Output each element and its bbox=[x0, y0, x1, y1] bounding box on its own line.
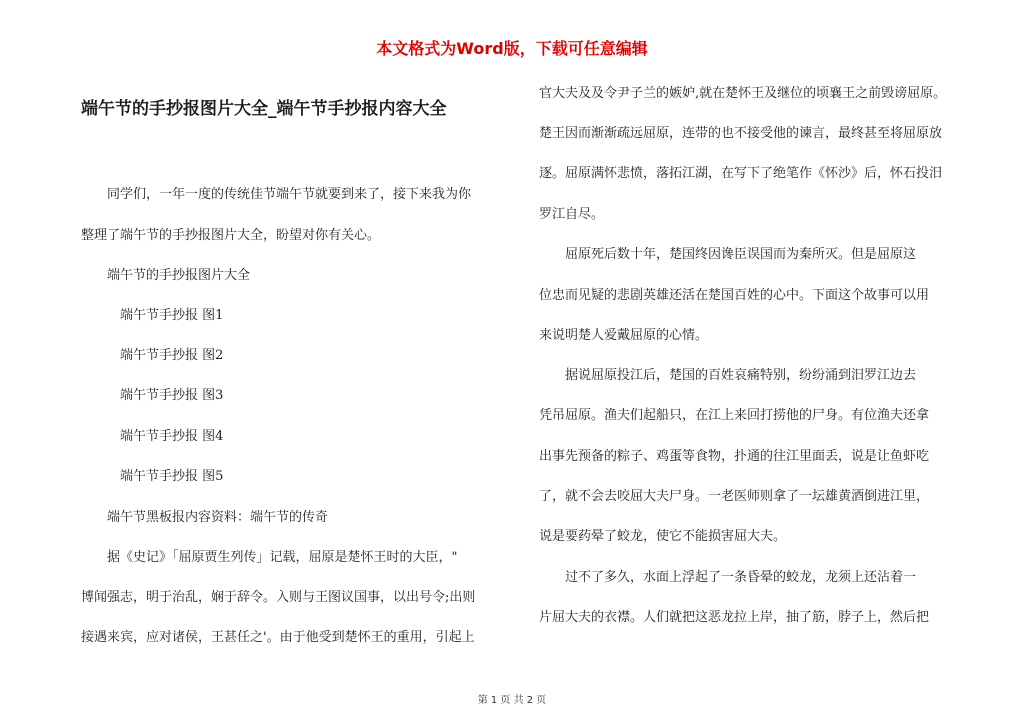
section-heading: 端午节黑板报内容资料：端午节的传奇 bbox=[81, 510, 329, 525]
document-title: 端午节的手抄报图片大全_端午节手抄报内容大全 bbox=[81, 99, 447, 119]
paragraph-line: 位忠而见疑的悲剧英雄还活在楚国百姓的心中。下面这个故事可以用 bbox=[539, 288, 930, 303]
paragraph-line: 整理了端午节的手抄报图片大全，盼望对你有关心。 bbox=[81, 228, 381, 243]
image-caption: 端午节手抄报 图3 bbox=[81, 388, 224, 403]
section-heading: 端午节的手抄报图片大全 bbox=[81, 268, 251, 283]
image-caption: 端午节手抄报 图5 bbox=[81, 469, 224, 484]
paragraph-line: 来说明楚人爱戴屈原的心情。 bbox=[539, 328, 709, 343]
paragraph-line: 接遇来宾，应对诸侯，王甚任之'。由于他受到楚怀王的重用，引起上 bbox=[81, 630, 475, 645]
paragraph-line: 屈原死后数十年，楚国终因谗臣误国而为秦所灭。但是屈原这 bbox=[539, 247, 917, 262]
paragraph-line: 出事先预备的粽子、鸡蛋等食物，扑通的往江里面丢，说是让鱼虾吃 bbox=[539, 449, 930, 464]
paragraph-line: 凭吊屈原。渔夫们起船只，在江上来回打捞他的尸身。有位渔夫还拿 bbox=[539, 408, 930, 423]
paragraph-line: 了，就不会去咬屈大夫尸身。一老医师则拿了一坛雄黄酒倒进江里， bbox=[539, 489, 930, 504]
image-caption: 端午节手抄报 图2 bbox=[81, 348, 224, 363]
paragraph-line: 博闻强志，明于治乱，娴于辞令。入则与王图议国事，以出号令;出则 bbox=[81, 590, 476, 605]
paragraph-line: 过不了多久，水面上浮起了一条昏晕的蛟龙，龙须上还沾着一 bbox=[539, 570, 917, 585]
paragraph-line: 官大夫及及令尹子兰的嫉妒,就在楚怀王及继位的顷襄王之前毁谤屈原。 bbox=[539, 86, 947, 101]
paragraph-line: 说是要药晕了蛟龙，使它不能损害屈大夫。 bbox=[539, 529, 787, 544]
paragraph-line: 据《史记》「屈原贾生列传」记载，屈原是楚怀王时的大臣，" bbox=[81, 550, 458, 565]
format-banner: 本文格式为Word版，下载可任意编辑 bbox=[376, 39, 648, 58]
image-caption: 端午节手抄报 图1 bbox=[81, 308, 224, 323]
paragraph-line: 逐。屈原满怀悲愤，落拓江湖，在写下了绝笔作《怀沙》后，怀石投汨 bbox=[539, 166, 943, 181]
paragraph-line: 罗江自尽。 bbox=[539, 207, 605, 222]
image-caption: 端午节手抄报 图4 bbox=[81, 429, 224, 444]
paragraph-line: 片屈大夫的衣襟。人们就把这恶龙拉上岸，抽了筋，脖子上，然后把 bbox=[539, 610, 930, 625]
paragraph-line: 同学们，一年一度的传统佳节端午节就要到来了，接下来我为你 bbox=[81, 187, 472, 202]
paragraph-line: 楚王因而渐渐疏远屈原，连带的也不接受他的谏言，最终甚至将屈原放 bbox=[539, 126, 943, 141]
page-number-footer: 第 1 页 共 2 页 bbox=[477, 695, 547, 706]
paragraph-line: 据说屈原投江后，楚国的百姓哀痛特别，纷纷涌到汨罗江边去 bbox=[539, 368, 917, 383]
